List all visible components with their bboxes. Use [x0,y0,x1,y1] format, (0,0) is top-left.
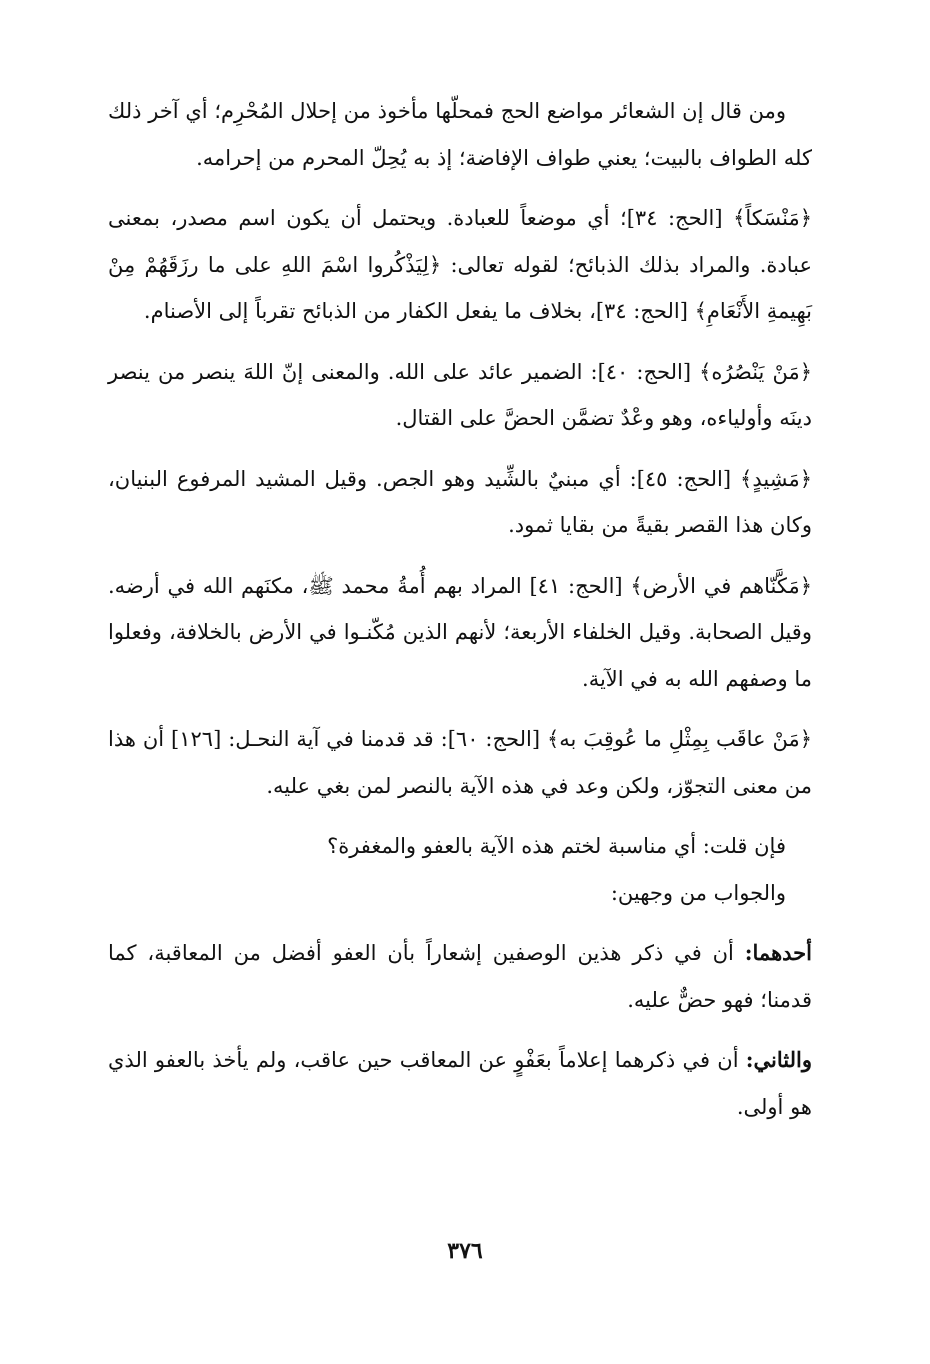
page-number: ٣٧٦ [447,1238,483,1264]
paragraph-yansuruh: ﴿مَنْ يَنْصُرُه﴾ [الحج: ٤٠]: الضمير عائد على الله. والمعنى إنّ اللهَ ينصر من ينصر دينَه وأولياءه، وهو وعْدٌ تضمَّن الحضَّ على القتال. [108,359,812,430]
answer-intro-line: والجواب من وجهين: [610,880,786,905]
paragraph-mashid: ﴿مَشِيدٍ﴾ [الحج: ٤٥]: أي مبنيٌ بالشِّيد وهو الجص. وقيل المشيد المرفوع البنيان، وكان هذا القصر بقيةً من بقايا ثمود. [108,466,812,537]
paragraph-shaair: ومن قال إن الشعائر مواضع الحج فمحلّها مأخوذ من إحلال المُحْرِم؛ أي آخر ذلك كله الطواف بالبيت؛ يعني طواف الإفاضة؛ إذ به يُحِلّ المحرم من إحرامه. [108,99,812,170]
paragraph-aqaba: ﴿مَنْ عاقَب بِمِثْلِ ما عُوقِبَ به﴾ [الحج: ٦٠]: قد قدمنا في آية النحـل: [١٢٦] أن هذا من معنى التجوّز، ولكن وعد في هذه الآية بالنصر لمن بغي عليه. [108,727,812,798]
point-second [108,1037,812,1130]
page-body [108,88,812,1144]
point-first-label: أحدهما: [744,940,812,965]
point-first-text: أن في ذكر هذين الوصفين إشعاراً بأن العفو أفضل من المعاقبة، كما قدمنا؛ فهو حضٌّ عليه. [108,941,812,1012]
point-second-label: والثاني: [745,1047,812,1072]
paragraph-makkannahum: ﴿مَكَّنّاهم في الأرض﴾ [الحج: ٤١] المراد بهم أُمةُ محمد ﷺ، مكنَهم الله في أرضه. وقيل الصحابة. وقيل الخلفاء الأربعة؛ لأنهم الذين مُكّنـوا في الأرض بالخلافة، وفعلوا ما وصفهم الله به في الآية. [108,573,812,691]
paragraph-mansak: ﴿مَنْسَكاً﴾ [الحج: ٣٤]؛ أي موضعاً للعبادة. ويحتمل أن يكون اسم مصدر، بمعنى عبادة. والمراد بذلك الذبائح؛ لقوله تعالى: ﴿لِيَذْكُروا اسْمَ اللهِ على ما رزَقَهُمْ مِنْ بَهِيمةِ الأَنْعَامِ﴾ [الحج: ٣٤]، بخلاف ما يفعل الكفار من الذبائح تقرباً إلى الأصنام. [108,206,813,323]
question-line: فإن قلت: أي مناسبة لختم هذه الآية بالعفو والمغفرة؟ [327,834,786,858]
point-first [108,930,812,1023]
point-second-text: أن في ذكرهما إعلاماً بعَفْوٍ عن المعاقب حين عاقب، ولم يأخذ بالعفو الذي هو أولى. [108,1048,812,1119]
